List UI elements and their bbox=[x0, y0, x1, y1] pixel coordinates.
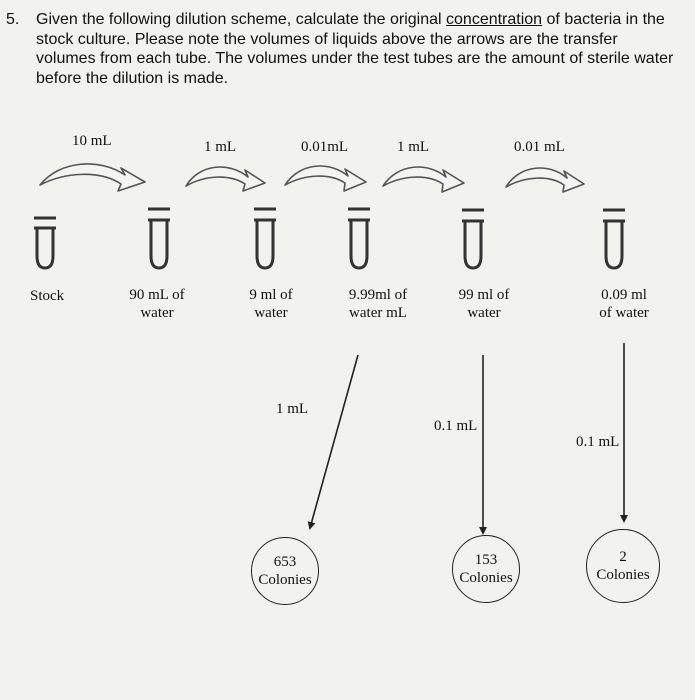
test-tube-4 bbox=[348, 209, 370, 268]
test-tube-2 bbox=[148, 209, 170, 268]
colony-plate-3 bbox=[586, 529, 660, 603]
plating-volume-3: 0.1 mL bbox=[576, 434, 620, 450]
tube-label-5: 99 ml of water bbox=[458, 287, 510, 321]
colony-unit: Colonies bbox=[596, 567, 650, 583]
colony-plate-2 bbox=[452, 535, 520, 603]
tube-label-2: 90 mL of water bbox=[129, 287, 185, 321]
test-tube-5 bbox=[462, 210, 484, 268]
tube-label-6: 0.09 ml of water bbox=[599, 287, 649, 321]
test-tube-6 bbox=[603, 210, 625, 268]
transfer-label-2: 1 mL bbox=[204, 139, 237, 155]
transfer-arrow-5 bbox=[506, 168, 584, 192]
tube-label-4: 9.99ml of water mL bbox=[348, 287, 408, 321]
question-body: Given the following dilution scheme, calculate the original concentration of bacteria in the stock culture. Please note the volumes of liquids above the arrows are the transfer volumes from each tube. The volumes under the test tubes are the amount of sterile water before the dilution is made. bbox=[36, 11, 674, 87]
transfer-label-3: 0.01mL bbox=[301, 139, 349, 155]
test-tube-1 bbox=[34, 218, 56, 268]
question-number: 5. bbox=[6, 11, 20, 28]
test-tube-3 bbox=[254, 209, 276, 268]
tube-label-3: 9 ml of water bbox=[249, 287, 293, 321]
colony-unit: Colonies bbox=[258, 572, 312, 588]
plating-arrow-1 bbox=[310, 355, 358, 528]
transfer-label-1: 10 mL bbox=[72, 133, 112, 149]
colony-count: 653 bbox=[273, 554, 297, 570]
colony-count: 2 bbox=[619, 549, 627, 565]
colony-unit: Colonies bbox=[459, 570, 513, 586]
transfer-label-5: 0.01 mL bbox=[514, 139, 565, 155]
underlined-word: concentration bbox=[446, 11, 543, 28]
transfer-label-4: 1 mL bbox=[397, 139, 430, 155]
plating-volume-1: 1 mL bbox=[276, 401, 309, 417]
transfer-arrow-1 bbox=[40, 164, 145, 191]
transfer-arrow-4 bbox=[383, 167, 464, 192]
plating-volume-2: 0.1 mL bbox=[434, 418, 478, 434]
transfer-arrow-2 bbox=[186, 167, 265, 191]
colony-count: 153 bbox=[474, 552, 498, 568]
tube-label-1: Stock bbox=[30, 288, 65, 304]
transfer-arrow-3 bbox=[285, 166, 366, 191]
colony-plate-1 bbox=[251, 537, 319, 605]
